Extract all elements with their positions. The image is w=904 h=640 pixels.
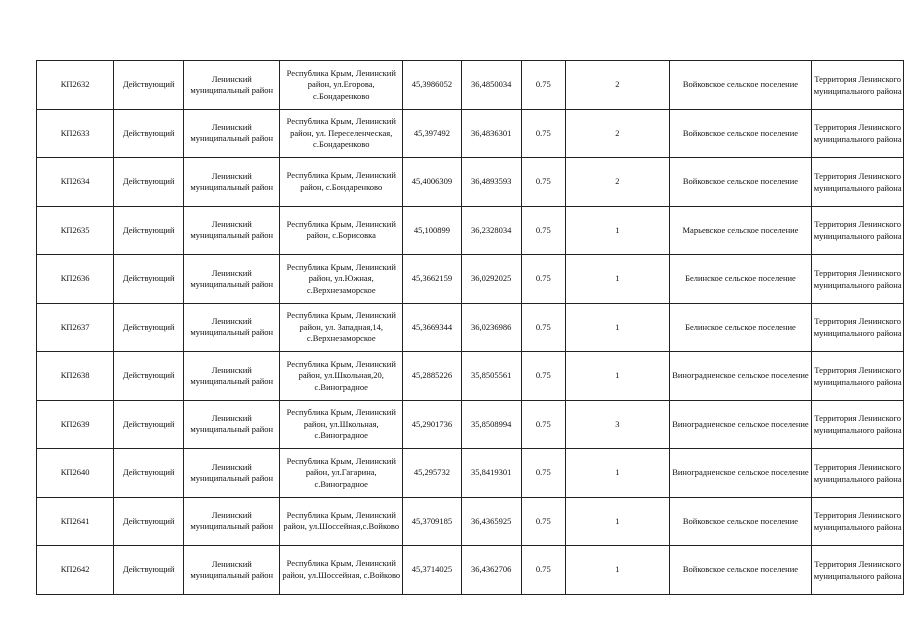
volume-cell: 0.75 xyxy=(521,109,566,158)
district-cell: Ленинский муниципальный район xyxy=(184,255,280,304)
district-cell: Ленинский муниципальный район xyxy=(184,206,280,255)
district-cell: Ленинский муниципальный район xyxy=(184,61,280,110)
longitude-cell: 36,4836301 xyxy=(461,109,521,158)
volume-cell: 0.75 xyxy=(521,352,566,401)
site-code-cell: КП2637 xyxy=(37,303,114,352)
territory-cell: Территория Ленинского муниципального района xyxy=(812,497,904,546)
territory-cell: Территория Ленинского муниципального района xyxy=(812,255,904,304)
settlement-cell: Войковское сельское поселение xyxy=(669,109,812,158)
status-cell: Действующий xyxy=(114,303,184,352)
table-row xyxy=(37,109,904,158)
address-cell: Республика Крым, Ленинский район, ул.Гагарина, с.Виноградное xyxy=(280,449,403,498)
longitude-cell: 36,4850034 xyxy=(461,61,521,110)
site-code-cell: КП2632 xyxy=(37,61,114,110)
table-row xyxy=(37,255,904,304)
settlement-cell: Белинское сельское поселение xyxy=(669,255,812,304)
container-count-cell: 2 xyxy=(566,158,669,207)
volume-cell: 0.75 xyxy=(521,61,566,110)
district-cell: Ленинский муниципальный район xyxy=(184,352,280,401)
territory-cell: Территория Ленинского муниципального района xyxy=(812,61,904,110)
volume-cell: 0.75 xyxy=(521,158,566,207)
latitude-cell: 45,3662159 xyxy=(403,255,462,304)
site-code-cell: КП2636 xyxy=(37,255,114,304)
settlement-cell: Войковское сельское поселение xyxy=(669,497,812,546)
district-cell: Ленинский муниципальный район xyxy=(184,109,280,158)
table-row xyxy=(37,449,904,498)
container-count-cell: 1 xyxy=(566,449,669,498)
site-code-cell: КП2640 xyxy=(37,449,114,498)
address-cell: Республика Крым, Ленинский район, ул. Переселенческая, с.Бондаренково xyxy=(280,109,403,158)
territory-cell: Территория Ленинского муниципального района xyxy=(812,400,904,449)
longitude-cell: 36,0292025 xyxy=(461,255,521,304)
status-cell: Действующий xyxy=(114,206,184,255)
territory-cell: Территория Ленинского муниципального района xyxy=(812,546,904,595)
latitude-cell: 45,295732 xyxy=(403,449,462,498)
address-cell: Республика Крым, Ленинский район, с.Бондаренково xyxy=(280,158,403,207)
status-cell: Действующий xyxy=(114,546,184,595)
latitude-cell: 45,3709185 xyxy=(403,497,462,546)
volume-cell: 0.75 xyxy=(521,303,566,352)
settlement-cell: Виноградненское сельское поселение xyxy=(669,352,812,401)
latitude-cell: 45,4006309 xyxy=(403,158,462,207)
latitude-cell: 45,3986052 xyxy=(403,61,462,110)
address-cell: Республика Крым, Ленинский район, ул.Шоссейная, с.Войково xyxy=(280,546,403,595)
address-cell: Республика Крым, Ленинский район, ул.Южная, с.Верхнезаморское xyxy=(280,255,403,304)
address-cell: Республика Крым, Ленинский район, ул.Школьная, с.Виноградное xyxy=(280,400,403,449)
container-count-cell: 1 xyxy=(566,303,669,352)
settlement-cell: Войковское сельское поселение xyxy=(669,546,812,595)
status-cell: Действующий xyxy=(114,352,184,401)
site-code-cell: КП2633 xyxy=(37,109,114,158)
status-cell: Действующий xyxy=(114,158,184,207)
volume-cell: 0.75 xyxy=(521,206,566,255)
status-cell: Действующий xyxy=(114,109,184,158)
address-cell: Республика Крым, Ленинский район, ул.Шоссейная,с.Войково xyxy=(280,497,403,546)
longitude-cell: 36,2328034 xyxy=(461,206,521,255)
table-row xyxy=(37,546,904,595)
container-count-cell: 1 xyxy=(566,497,669,546)
table-row xyxy=(37,206,904,255)
territory-cell: Территория Ленинского муниципального района xyxy=(812,449,904,498)
table-row xyxy=(37,158,904,207)
district-cell: Ленинский муниципальный район xyxy=(184,449,280,498)
table-row xyxy=(37,400,904,449)
container-count-cell: 1 xyxy=(566,546,669,595)
status-cell: Действующий xyxy=(114,497,184,546)
volume-cell: 0.75 xyxy=(521,255,566,304)
site-code-cell: КП2641 xyxy=(37,497,114,546)
volume-cell: 0.75 xyxy=(521,449,566,498)
longitude-cell: 36,4362706 xyxy=(461,546,521,595)
status-cell: Действующий xyxy=(114,255,184,304)
status-cell: Действующий xyxy=(114,400,184,449)
settlement-cell: Марьевское сельское поселение xyxy=(669,206,812,255)
site-code-cell: КП2638 xyxy=(37,352,114,401)
settlement-cell: Виноградненское сельское поселение xyxy=(669,400,812,449)
settlement-cell: Войковское сельское поселение xyxy=(669,158,812,207)
table-row xyxy=(37,61,904,110)
district-cell: Ленинский муниципальный район xyxy=(184,497,280,546)
territory-cell: Территория Ленинского муниципального района xyxy=(812,352,904,401)
table-row xyxy=(37,352,904,401)
table-row xyxy=(37,497,904,546)
settlement-cell: Войковское сельское поселение xyxy=(669,61,812,110)
address-cell: Республика Крым, Ленинский район, ул.Егорова, с.Бондаренково xyxy=(280,61,403,110)
district-cell: Ленинский муниципальный район xyxy=(184,158,280,207)
address-cell: Республика Крым, Ленинский район, ул. Западная,14, с.Верхнезаморское xyxy=(280,303,403,352)
site-code-cell: КП2639 xyxy=(37,400,114,449)
longitude-cell: 35,8508994 xyxy=(461,400,521,449)
container-count-cell: 3 xyxy=(566,400,669,449)
district-cell: Ленинский муниципальный район xyxy=(184,400,280,449)
container-count-cell: 2 xyxy=(566,61,669,110)
territory-cell: Территория Ленинского муниципального района xyxy=(812,158,904,207)
site-code-cell: КП2635 xyxy=(37,206,114,255)
district-cell: Ленинский муниципальный район xyxy=(184,303,280,352)
site-code-cell: КП2642 xyxy=(37,546,114,595)
address-cell: Республика Крым, Ленинский район, ул.Школьная,20, с.Виноградное xyxy=(280,352,403,401)
longitude-cell: 36,4893593 xyxy=(461,158,521,207)
longitude-cell: 35,8505561 xyxy=(461,352,521,401)
latitude-cell: 45,2885226 xyxy=(403,352,462,401)
container-sites-table xyxy=(36,60,904,595)
container-count-cell: 1 xyxy=(566,255,669,304)
settlement-cell: Виноградненское сельское поселение xyxy=(669,449,812,498)
status-cell: Действующий xyxy=(114,449,184,498)
territory-cell: Территория Ленинского муниципального района xyxy=(812,109,904,158)
container-count-cell: 1 xyxy=(566,206,669,255)
volume-cell: 0.75 xyxy=(521,400,566,449)
volume-cell: 0.75 xyxy=(521,546,566,595)
district-cell: Ленинский муниципальный район xyxy=(184,546,280,595)
longitude-cell: 36,4365925 xyxy=(461,497,521,546)
longitude-cell: 35,8419301 xyxy=(461,449,521,498)
site-code-cell: КП2634 xyxy=(37,158,114,207)
container-count-cell: 1 xyxy=(566,352,669,401)
latitude-cell: 45,397492 xyxy=(403,109,462,158)
territory-cell: Территория Ленинского муниципального района xyxy=(812,206,904,255)
table-row xyxy=(37,303,904,352)
latitude-cell: 45,3669344 xyxy=(403,303,462,352)
latitude-cell: 45,100899 xyxy=(403,206,462,255)
container-count-cell: 2 xyxy=(566,109,669,158)
longitude-cell: 36,0236986 xyxy=(461,303,521,352)
volume-cell: 0.75 xyxy=(521,497,566,546)
address-cell: Республика Крым, Ленинский район, с.Борисовка xyxy=(280,206,403,255)
latitude-cell: 45,2901736 xyxy=(403,400,462,449)
latitude-cell: 45,3714025 xyxy=(403,546,462,595)
territory-cell: Территория Ленинского муниципального района xyxy=(812,303,904,352)
status-cell: Действующий xyxy=(114,61,184,110)
settlement-cell: Белинское сельское поселение xyxy=(669,303,812,352)
